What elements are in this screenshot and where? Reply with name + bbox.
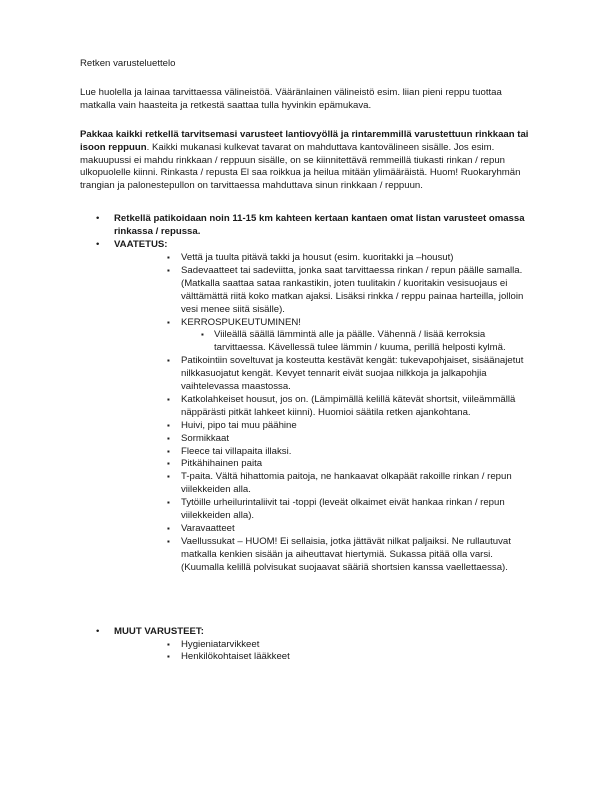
square-bullet-icon: ▪ — [167, 459, 170, 469]
bullet-icon: • — [96, 213, 100, 225]
list-item: ▪ Vaellussukat – HUOM! Ei sellaisia, jotka jättävät nilkat paljaiksi. Ne rullautuvat matkalla kenkien sisään ja aiheuttavat hiertymiä. Sukassa pitää olla varsi. (Kuumalla kelillä polvisukat suojaavat sääriä shortsien kanssa vaellettaessa). — [167, 535, 511, 573]
list-item: ▪ Henkilökohtaiset lääkkeet — [167, 651, 290, 663]
list-item-other — [80, 626, 532, 639]
list-item: ▪ Patikointiin soveltuvat ja kosteutta kestävät kengät: tukevapohjaiset, sisäänajetut nilkkasuojatut kengät. Kevyet tennarit eivät suojaa nilkkoja ja jalkapohjia vaihtelevassa maastossa. — [167, 355, 524, 393]
document-title: Retken varusteluettelo — [80, 58, 176, 69]
square-bullet-icon: ▪ — [167, 356, 170, 366]
square-bullet-icon: ▪ — [167, 317, 170, 327]
square-bullet-icon: ▪ — [167, 639, 170, 649]
intro-paragraph: Lue huolella ja lainaa tarvittaessa välineistöä. Vääränlainen välineistö esim. liian pieni reppu tuottaa matkalla vain haasteita ja retkestä saattaa tulla hyvinkin epämukava. — [80, 86, 502, 111]
square-bullet-icon: ▪ — [167, 252, 170, 262]
clothing-heading: VAATETUS: — [114, 239, 168, 251]
bullet-icon: • — [96, 239, 100, 251]
bullet-icon: • — [96, 625, 100, 637]
list-item: ▪ Vettä ja tuulta pitävä takki ja housut (esim. kuoritakki ja –housut) — [167, 251, 454, 263]
square-bullet-icon: ▪ — [167, 536, 170, 546]
square-bullet-icon: ▪ — [201, 330, 204, 340]
list-item-clothing — [80, 239, 532, 252]
main-list — [80, 213, 532, 252]
spacer — [80, 575, 532, 626]
list-item: ▪ Hygieniatarvikkeet — [167, 638, 260, 650]
list-item: ▪ Huivi, pipo tai muu päähine — [167, 419, 297, 431]
packing-bold-text: Pakkaa kaikki retkellä tarvitsemasi varusteet lantiovyöllä ja rintaremmillä varustettuun rinkkaan tai isoon reppuun — [80, 128, 529, 153]
list-item: ▪ T-paita. Vältä hihattomia paitoja, ne hankaavat olkapäät rakoille rinkan / repun viilekkeiden alla. — [167, 471, 512, 496]
square-bullet-icon: ▪ — [167, 420, 170, 430]
square-bullet-icon: ▪ — [167, 652, 170, 662]
other-items-list — [80, 639, 532, 665]
list-item: ▪ KERROSPUKEUTUMINEN! — [167, 316, 301, 328]
square-bullet-icon: ▪ — [167, 472, 170, 482]
list-item: ▪ Katkolahkeiset housut, jos on. (Lämpimällä kelillä kätevät shortsit, viileämmällä näppärästi pitkät lahkeet kiinni). Huomioi säätila retken ajankohtana. — [167, 393, 516, 418]
list-item: ▪ Tytöille urheilurintaliivit tai -toppi (leveät olkaimet eivät hankaa rinkan / repun viilekkeiden alla). — [167, 497, 505, 522]
document-body — [80, 58, 532, 664]
clothing-list-continued — [80, 355, 532, 574]
list-item: ▪ Pitkähihainen paita — [167, 458, 263, 470]
list-item: ▪ Viileällä säällä lämmintä alle ja päälle. Vähennä / lisää kerroksia tarvittaessa. Kävellessä tulee lämmin / kuuma, perillä helposti kylmä. — [201, 329, 506, 354]
layering-sublist — [80, 329, 532, 355]
other-heading: MUUT VARUSTEET: — [114, 625, 204, 637]
list-item: ▪ Fleece tai villapaita illaksi. — [167, 445, 292, 457]
clothing-list — [80, 252, 532, 329]
square-bullet-icon: ▪ — [167, 265, 170, 275]
square-bullet-icon: ▪ — [167, 394, 170, 404]
square-bullet-icon: ▪ — [167, 498, 170, 508]
packing-text: . Kaikki mukanasi kulkevat tavarat on mahduttava kantovälineen sisälle. Jos esim. makuupussi ei mahdu rinkkaan / reppuun sisälle, on se kiinnitettävä remmeillä tiukasti rinkan / repun ulkopuolelle kiinni. Rinkasta / repusta El saa roikkua ja heilua mitään ylimääräistä. Huom! Ruokaryhmän trangian ja palonestepullon on tarvittaessa mahduttava sinun rinkkaan / reppuun. — [80, 141, 521, 192]
packing-paragraph — [80, 129, 532, 194]
list-item-walk — [80, 213, 532, 239]
other-list — [80, 626, 532, 639]
list-item: ▪ Sormikkaat — [167, 432, 229, 444]
square-bullet-icon: ▪ — [167, 524, 170, 533]
square-bullet-icon: ▪ — [167, 446, 170, 456]
walk-text: Retkellä patikoidaan noin 11-15 km kahteen kertaan kantaen omat listan varusteet omassa rinkassa / repussa. — [114, 213, 525, 238]
square-bullet-icon: ▪ — [167, 433, 170, 443]
list-item: ▪ Varavaatteet — [167, 523, 235, 534]
list-item: ▪ Sadevaatteet tai sadeviitta, jonka saat tarvittaessa rinkan / repun päälle samalla. (Matkalla saattaa sataa rankastikin, joten tuulitakin / kuoritakin vesisuojaus ei välttämättä riitä koko matkan ajaksi. Lisäksi rinkka / reppu painaa harteilla, jolloin vesi menee siitä sisälle). — [167, 264, 524, 315]
